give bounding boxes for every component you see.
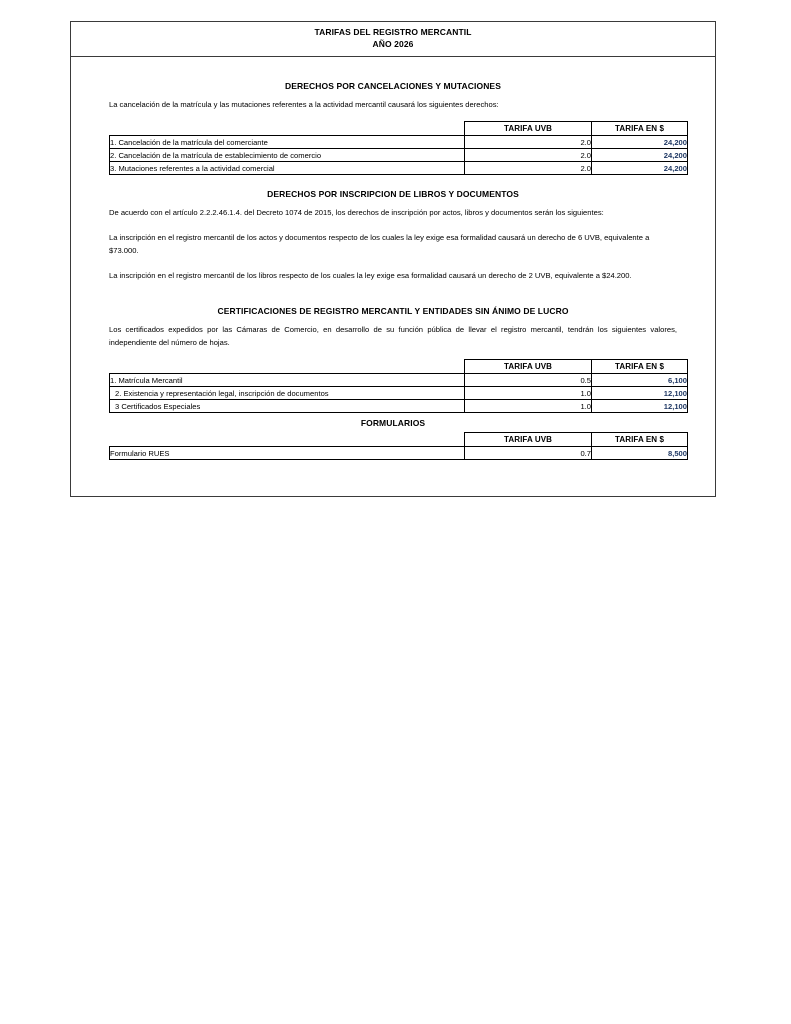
section-intro-cancelaciones: La cancelación de la matrícula y las mutaciones referentes a la actividad mercantil causará los siguientes derechos:: [109, 100, 499, 109]
section-heading-formularios: FORMULARIOS: [360, 418, 426, 428]
document-page: [70, 21, 716, 497]
cell-cop: 8,500: [592, 447, 688, 460]
spacer: [109, 349, 677, 359]
spacer: [109, 219, 677, 231]
cell-description: 3. Mutaciones referentes a la actividad comercial: [110, 162, 465, 175]
table-row: [110, 400, 688, 413]
table-row: [110, 387, 688, 400]
section-intro-libros-documentos: De acuerdo con el artículo 2.2.2.46.1.4. del Decreto 1074 de 2015, los derechos de inscripción por actos, libros y documentos serán los siguientes:: [109, 208, 604, 217]
table-row: [110, 149, 688, 162]
table-cancelaciones: [109, 121, 688, 175]
column-header-description: [110, 360, 465, 374]
paragraph-libros: La inscripción en el registro mercantil de los libros respecto de los cuales la ley exige esa formalidad causará un derecho de 2 UVB, equivalente a $24.200.: [109, 271, 632, 280]
column-header-cop: TARIFA EN $: [592, 122, 688, 136]
cell-description: Formulario RUES: [110, 447, 465, 460]
spacer: [109, 57, 677, 81]
cell-uvb: 0.7: [465, 447, 592, 460]
cell-uvb: 2.0: [465, 136, 592, 149]
cell-uvb: 1.0: [465, 400, 592, 413]
table-row: [110, 447, 688, 460]
column-header-uvb: TARIFA UVB: [465, 122, 592, 136]
column-header-cop: TARIFA EN $: [592, 360, 688, 374]
cell-description: 1. Cancelación de la matrícula del comerciante: [110, 136, 465, 149]
cell-description: 2. Cancelación de la matrícula de establecimiento de comercio: [110, 149, 465, 162]
document-title-line-1: TARIFAS DEL REGISTRO MERCANTIL: [314, 27, 472, 37]
table-formularios: [109, 432, 688, 460]
table-row: [110, 136, 688, 149]
cell-uvb: 1.0: [465, 387, 592, 400]
cell-cop: 24,200: [592, 149, 688, 162]
cell-description: 3 Certificados Especiales: [110, 400, 465, 413]
cell-cop: 24,200: [592, 136, 688, 149]
column-header-uvb: TARIFA UVB: [465, 433, 592, 447]
spacer: [109, 199, 677, 206]
column-header-description: [110, 433, 465, 447]
spacer: [109, 175, 677, 189]
document-title-line-2: AÑO 2026: [372, 38, 414, 49]
cell-cop: 6,100: [592, 374, 688, 387]
column-header-uvb: TARIFA UVB: [465, 360, 592, 374]
section-intro-certificaciones: Los certificados expedidos por las Cámaras de Comercio, en desarrollo de su función pública de llevar el registro mercantil, tendrán los siguientes valores, independiente del número de hojas.: [109, 325, 677, 347]
cell-uvb: 2.0: [465, 149, 592, 162]
section-heading-libros-documentos: DERECHOS POR INSCRIPCION DE LIBROS Y DOCUMENTOS: [267, 189, 519, 199]
cell-uvb: 0.5: [465, 374, 592, 387]
table-row: [110, 374, 688, 387]
spacer: [109, 282, 677, 306]
cell-uvb: 2.0: [465, 162, 592, 175]
table-row: [110, 162, 688, 175]
cell-description: 1. Matrícula Mercantil: [110, 374, 465, 387]
table-certificaciones: [109, 359, 688, 413]
section-heading-certificaciones: CERTIFICACIONES DE REGISTRO MERCANTIL Y ENTIDADES SIN ÁNIMO DE LUCRO: [217, 306, 569, 316]
cell-description: 2. Existencia y representación legal, inscripción de documentos: [110, 387, 465, 400]
table-header-row: [110, 433, 688, 447]
column-header-description: [110, 122, 465, 136]
table-header-row: [110, 122, 688, 136]
spacer: [109, 91, 677, 98]
document-body: [71, 57, 715, 460]
cell-cop: 12,100: [592, 400, 688, 413]
spacer: [109, 316, 677, 323]
spacer: [109, 257, 677, 269]
spacer: [109, 111, 677, 121]
table-header-row: [110, 360, 688, 374]
paragraph-actos-documentos: La inscripción en el registro mercantil de los actos y documentos respecto de los cuales la ley exige esa formalidad causará un derecho de 6 UVB, equivalente a $73.000.: [109, 233, 650, 255]
cell-cop: 12,100: [592, 387, 688, 400]
document-title-block: [71, 22, 715, 57]
column-header-cop: TARIFA EN $: [592, 433, 688, 447]
cell-cop: 24,200: [592, 162, 688, 175]
section-heading-cancelaciones: DERECHOS POR CANCELACIONES Y MUTACIONES: [285, 81, 501, 91]
